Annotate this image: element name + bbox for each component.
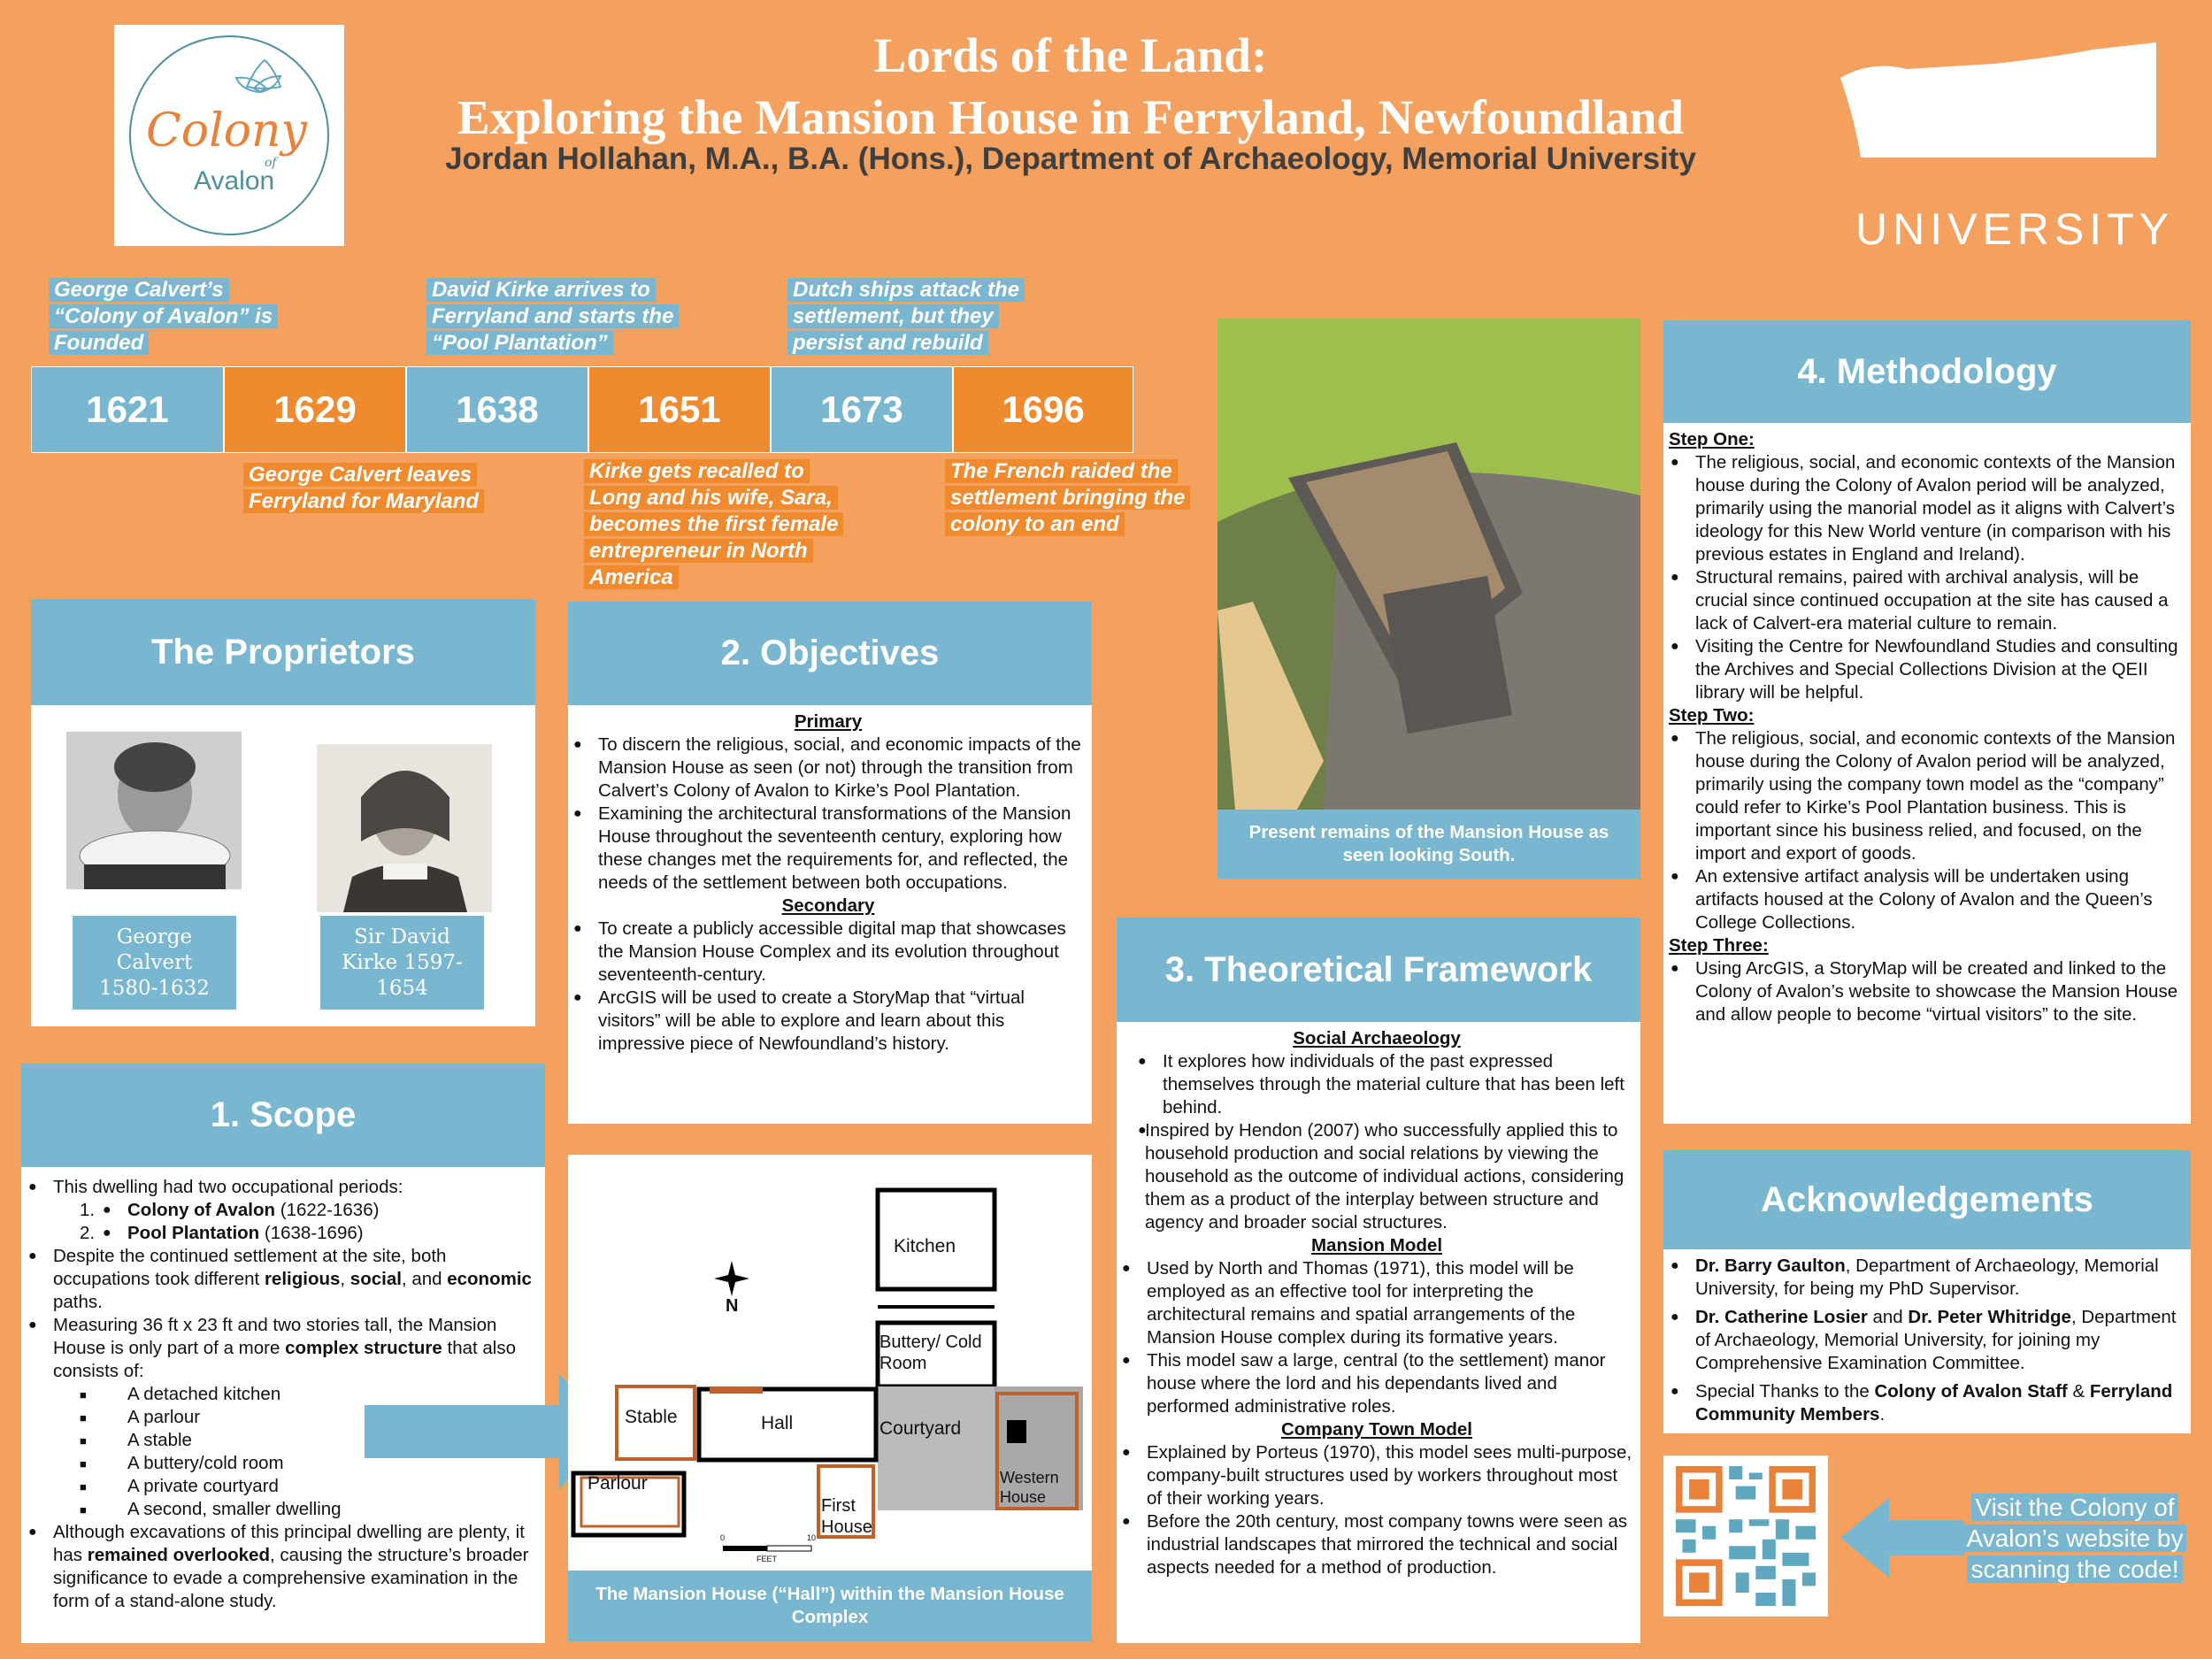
objectives-primary-label: Primary xyxy=(794,711,863,732)
title-line-1: Lords of the Land: xyxy=(873,28,1268,82)
objective-item: ● To discern the religious, social, and economic impacts of the Mansion House as seen (or not) through the transition from Calvert’s Colony of Avalon to Kirke’s Pool Plantation. xyxy=(572,733,1085,803)
site-map-panel xyxy=(568,1155,1092,1641)
photo-caption: Present remains of the Mansion House as seen looking South. xyxy=(1217,810,1640,879)
structure-list-item: ■ A stable xyxy=(101,1429,540,1452)
scope-item-paths: ● Despite the continued settlement at the site, both occupations took different religious, social, and economic paths. xyxy=(27,1245,540,1314)
map-label-stable: Stable xyxy=(625,1407,678,1427)
map-scale-0: 0 xyxy=(720,1533,726,1542)
objectives-secondary-label: Secondary xyxy=(781,895,875,916)
george-calvert-portrait xyxy=(66,732,242,889)
acknowledgements-title: Acknowledgements xyxy=(1663,1150,2191,1249)
method-item: ● Visiting the Centre for Newfoundland Studies and consulting the Archives and Special Collections Division at the QEII library will be helpful. xyxy=(1669,635,2185,704)
theory-item: ● Inspired by Hendon (2007) who successfully applied this to household production and social relations by viewing the household as the outcome of individual actions, considering them as a product of the interplay between structure and agency and broader social structures. xyxy=(1136,1119,1633,1234)
map-label-parlour: Parlour xyxy=(588,1473,648,1494)
mun-line-2: UNIVERSITY xyxy=(1855,204,2175,254)
year-1673: 1673 xyxy=(771,366,953,453)
ack-item: ● Dr. Catherine Losier and Dr. Peter Whitridge, Department of Archaeology, Memorial University, for joining my Comprehensive Examination Committee. xyxy=(1669,1306,2185,1375)
title-line-2: Exploring the Mansion House in Ferryland, Newfoundland xyxy=(457,90,1684,144)
theory-item: ● Used by North and Thomas (1971), this model will be employed as an effective tool for interpreting the architectural remains and spatial arrangements of the Mansion House complex during its formative years. xyxy=(1120,1257,1633,1349)
calvert-name-tag: George Calvert 1580-1632 xyxy=(73,916,236,1010)
map-label-western-house: Western House xyxy=(1000,1469,1059,1506)
theory-item: ● This model saw a large, central (to the settlement) manor house where the lord and his dependants lived and performed administrative roles. xyxy=(1120,1349,1633,1418)
structure-list-item: ■ A buttery/cold room xyxy=(101,1452,540,1475)
event-1673: Dutch ships attack the settlement, but they persist and rebuild xyxy=(787,277,1053,357)
theory-item: ● Explained by Porteus (1970), this model sees multi-purpose, company-built structures used by workers throughout most of their working years. xyxy=(1120,1441,1633,1510)
theory-title: 3. Theoretical Framework xyxy=(1117,918,1640,1022)
map-label-hall: Hall xyxy=(761,1413,794,1433)
structure-list-item: ■ A private courtyard xyxy=(101,1475,540,1498)
cliff-silhouette-icon xyxy=(1836,25,2163,157)
objectives-panel xyxy=(568,602,1092,1124)
scope-period-1: ● 1. Colony of Avalon (1622-1636) xyxy=(101,1199,540,1222)
scope-title: 1. Scope xyxy=(21,1064,545,1167)
ack-item: ● Special Thanks to the Colony of Avalon Staff & Ferryland Community Members. xyxy=(1669,1380,2185,1426)
year-1621: 1621 xyxy=(31,366,224,453)
scope-item-structure: ● Measuring 36 ft x 23 ft and two stories tall, the Mansion House is only part of a more complex structure that also consists of: ■ A detached kitchen ■ A parlour ■ A stable ■ A buttery/cold room ■ A private courtyard ■ A second, smaller dwelling xyxy=(27,1314,540,1521)
event-1638: David Kirke arrives to Ferryland and starts the “Pool Plantation” xyxy=(426,277,683,357)
ack-item: ● Dr. Barry Gaulton, Department of Archaeology, Memorial University, for being my PhD Supervisor. xyxy=(1669,1255,2185,1301)
method-item: ● The religious, social, and economic contexts of the Mansion house during the Colony of Avalon period will be analyzed, primarily using the manorial model as it aligns with Calvert’s ideology for this New World venture (in comparison with his previous estates in England and Ireland). xyxy=(1669,451,2185,566)
map-label-north: N xyxy=(726,1296,739,1316)
map-label-kitchen: Kitchen xyxy=(894,1236,956,1256)
mansion-house-photo xyxy=(1217,319,1640,810)
map-label-buttery: Buttery/ Cold Room xyxy=(879,1333,982,1373)
year-1696: 1696 xyxy=(953,366,1133,453)
event-1651: Kirke gets recalled to Long and his wife, Sara, becomes the first female entrepreneur in North America xyxy=(584,458,858,591)
structure-list-item: ■ A detached kitchen xyxy=(101,1383,540,1406)
method-item: ● Using ArcGIS, a StoryMap will be created and linked to the Colony of Avalon’s website to showcase the Mansion House and allow people to become “virtual visitors” to the site. xyxy=(1669,957,2185,1026)
theory-panel xyxy=(1117,918,1640,1643)
map-label-first-house: First House xyxy=(821,1496,872,1537)
scope-panel xyxy=(21,1064,545,1643)
website-qr-code[interactable] xyxy=(1663,1455,1828,1617)
scope-item-overlooked: ● Although excavations of this principal dwelling are plenty, it has remained overlooked, causing the structure’s broader significance to evade a comprehensive examination in the form of a stand-alone study. xyxy=(27,1521,540,1613)
map-label-courtyard: Courtyard xyxy=(879,1418,962,1439)
david-kirke-portrait xyxy=(317,744,492,912)
methodology-panel xyxy=(1663,320,2191,1124)
step-two-label: Step Two: xyxy=(1669,705,1755,726)
method-item: ● Structural remains, paired with archival analysis, will be crucial since continued occupation at the site has caused a lack of Calvert-era material culture to remain. xyxy=(1669,566,2185,635)
qr-code-icon xyxy=(1674,1466,1817,1606)
year-1638: 1638 xyxy=(406,366,588,453)
kirke-name-tag: Sir David Kirke 1597-1654 xyxy=(320,916,484,1010)
logo-avalon-text: Avalon xyxy=(194,166,275,196)
qr-visit-text: Visit the Colony of Avalon’s website by scanning the code! xyxy=(1955,1492,2194,1585)
north-arrow-icon xyxy=(714,1261,749,1296)
author-line: Jordan Hollahan, M.A., B.A. (Hons.), Department of Archaeology, Memorial University xyxy=(445,142,1696,176)
scope-period-2: ● 2. Pool Plantation (1638-1696) xyxy=(101,1222,540,1245)
proprietors-title: The Proprietors xyxy=(31,599,535,705)
colony-logo xyxy=(114,25,344,246)
method-item: ● The religious, social, and economic contexts of the Mansion house during the Colony of Avalon period will be analyzed, primarily using the company town model as the “company” could refer to Kirke’s Pool Plantation business. This is important since his business relied, and focused, on the import and export of goods. xyxy=(1669,727,2185,865)
step-one-label: Step One: xyxy=(1669,429,1755,449)
structure-list-item: ■ A parlour xyxy=(101,1406,540,1429)
step-three-label: Step Three: xyxy=(1669,935,1769,956)
map-caption: The Mansion House (“Hall”) within the Mansion House Complex xyxy=(568,1571,1092,1641)
event-1696: The French raided the settlement bringing the colony to an end xyxy=(945,458,1210,538)
scope-item-periods: ● This dwelling had two occupational periods: ● 1. Colony of Avalon (1622-1636) ● 2. Pool Plantation (1638-1696) xyxy=(27,1176,540,1245)
methodology-title: 4. Methodology xyxy=(1663,320,2191,423)
poster-title xyxy=(372,25,1770,149)
event-1621: George Calvert’s “Colony of Avalon” is Founded xyxy=(49,277,305,357)
theory-social-label: Social Archaeology xyxy=(1293,1028,1461,1048)
memorial-university-logo xyxy=(1836,25,2175,255)
theory-item: ● It explores how individuals of the past expressed themselves through the material culture that has been left behind. xyxy=(1136,1050,1633,1119)
map-scale-10: 10 xyxy=(807,1533,817,1542)
theory-company-label: Company Town Model xyxy=(1280,1419,1472,1440)
theory-mansion-label: Mansion Model xyxy=(1310,1235,1443,1256)
method-item: ● An extensive artifact analysis will be undertaken using artifacts housed at the Colony of Avalon and the Queen’s College Collections. xyxy=(1669,865,2185,934)
logo-of-text: of xyxy=(265,156,277,170)
objectives-title: 2. Objectives xyxy=(568,602,1092,705)
proprietors-panel xyxy=(31,599,535,1026)
structure-list-item: ■ A second, smaller dwelling xyxy=(101,1498,540,1521)
year-1651: 1651 xyxy=(588,366,771,453)
objective-item: ● Examining the architectural transformations of the Mansion House throughout the seventeenth century, exploring how these changes met the requirements for, and reflected, the needs of the settlement between both occupations. xyxy=(572,803,1085,895)
year-1629: 1629 xyxy=(224,366,406,453)
mun-line-1: MEMORIAL xyxy=(1855,150,2156,208)
event-1629: George Calvert leaves Ferryland for Maryland xyxy=(243,462,509,515)
theory-item: ● Before the 20th century, most company towns were seen as industrial landscapes that mirrored the technical and social aspects needed for a method of production. xyxy=(1120,1510,1633,1579)
acknowledgements-panel xyxy=(1663,1150,2191,1433)
objective-item: ● ArcGIS will be used to create a StoryMap that “virtual visitors” will be able to explore and learn about this impressive piece of Newfoundland’s history. xyxy=(572,987,1085,1056)
qr-pointer-arrow-icon xyxy=(1840,1498,1964,1578)
logo-colony-text: Colony xyxy=(146,104,307,157)
map-scale-feet: FEET xyxy=(757,1555,778,1563)
objective-item: ● To create a publicly accessible digital map that showcases the Mansion House Complex and its evolution throughout seventeenth-century. xyxy=(572,918,1085,987)
